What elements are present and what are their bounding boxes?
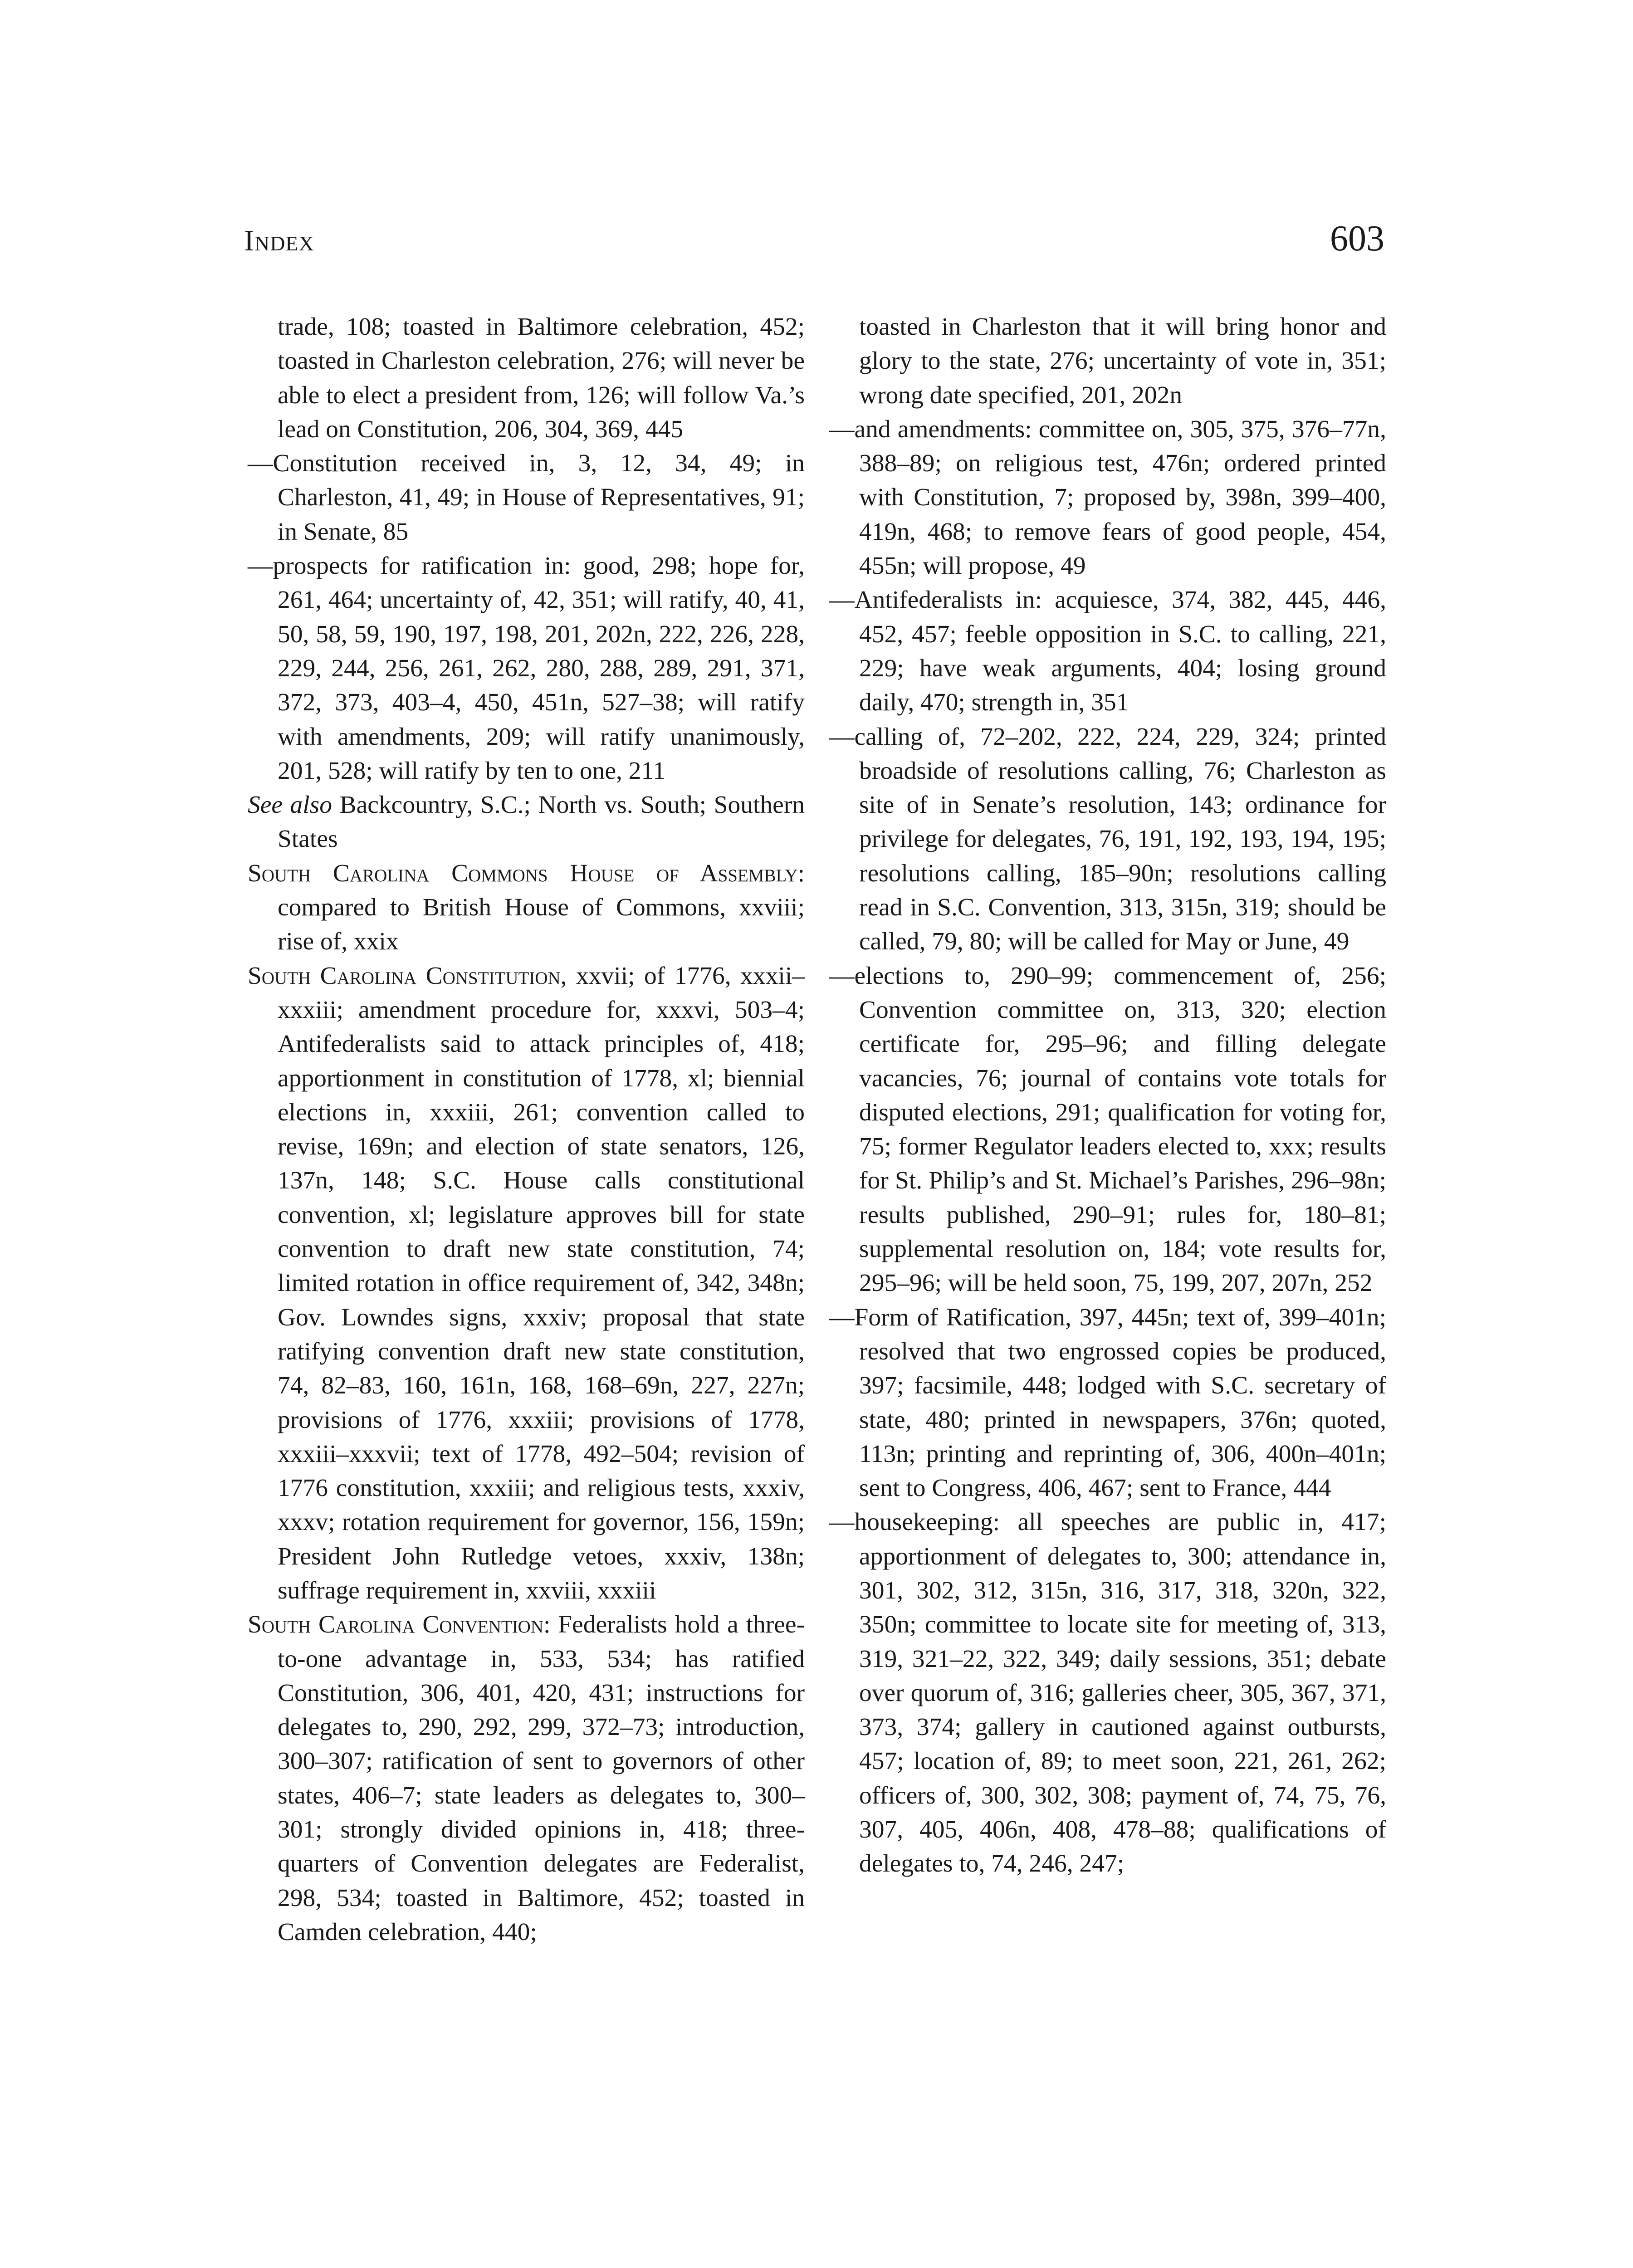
index-subentry: —and amendments: committee on, 305, 375, 376–77n, 388–89; on religious test, 476n; ordered printed with Constitution, 7; proposed by, 398n, 399–400, 419n, 468; to remove fears of good people, 454, 455n; will propose, 49	[829, 415, 1386, 580]
entry-heading: South Carolina Convention	[248, 1611, 544, 1639]
index-subentry: —Form of Ratification, 397, 445n; text of, 399–401n; resolved that two engrossed copies be produced, 397; facsimile, 448; lodged with S.C. secretary of state, 480; printed in newspapers, 376n; quoted, 113n; printing and reprinting of, 306, 400n–401n; sent to Congress, 406, 467; sent to France, 444	[829, 1303, 1386, 1502]
running-head: Index	[244, 224, 314, 257]
entry-text: , xxvii; of 1776, xxxii–xxxiii; amendment procedure for, xxxvi, 503–4; Antifederalists said to attack principles of, 418; apportionment in constitution of 1778, xl; biennial elections in, xxxiii, 261; convention called to revise, 169n; and election of state senators, 126, 137n, 148; S.C. House calls constitutional convention, xl; legislature approves bill for state convention to draft new state constitution, 74; limited rotation in office requirement of, 342, 348n; Gov. Lowndes signs, xxxiv; proposal that state ratifying convention draft new state constitution, 74, 82–83, 160, 161n, 168, 168–69n, 227, 227n; provisions of 1776, xxxiii; provisions of 1778, xxxiii–xxxvii; text of 1778, 492–504; revision of 1776 constitution, xxxiii; and religious tests, xxxiv, xxxv; rotation requirement for governor, 156, 159n; President John Rutledge vetoes, xxxiv, 138n; suffrage requirement in, xxviii, xxxiii	[278, 962, 805, 1604]
index-subentry: —Antifederalists in: acquiesce, 374, 382, 445, 446, 452, 457; feeble opposition in S.C. to calling, 221, 229; have weak arguments, 404; losing ground daily, 470; strength in, 351	[829, 586, 1386, 717]
index-column-right	[829, 310, 1386, 1881]
index-see-also	[248, 788, 805, 856]
index-entry	[248, 856, 805, 959]
index-entry-continuation: toasted in Charleston that it will bring honor and glory to the state, 276; uncertainty of vote in, 351; wrong date specified, 201, 202n	[859, 313, 1386, 409]
index-subentry: —calling of, 72–202, 222, 224, 229, 324; printed broadside of resolutions calling, 76; Charleston as site of in Senate’s resolution, 143; ordinance for privilege for delegates, 76, 191, 192, 193, 194, 195; resolutions calling, 185–90n; resolutions calling read in S.C. Convention, 313, 315n, 319; should be called, 79, 80; will be called for May or June, 49	[829, 723, 1386, 956]
see-also-label: See also	[248, 791, 332, 819]
entry-heading: South Carolina Constitution	[248, 962, 561, 990]
index-subentry: —elections to, 290–99; commencement of, 256; Convention committee on, 313, 320; election certificate for, 295–96; and filling delegate vacancies, 76; journal of contains vote totals for disputed elections, 291; qualification for voting for, 75; former Regulator leaders elected to, xxx; results for St. Philip’s and St. Michael’s Parishes, 296–98n; results published, 290–91; rules for, 180–81; supplemental resolution on, 184; vote results for, 295–96; will be held soon, 75, 199, 207, 207n, 252	[829, 962, 1386, 1297]
see-also-text: Backcountry, S.C.; North vs. South; Southern States	[278, 791, 805, 853]
entry-heading: South Carolina Commons House of Assembly	[248, 859, 798, 887]
index-entry	[248, 1608, 805, 1949]
index-subentry: —Constitution received in, 3, 12, 34, 49; in Charleston, 41, 49; in House of Representatives, 91; in Senate, 85	[248, 450, 805, 546]
index-entry-continuation: trade, 108; toasted in Baltimore celebration, 452; toasted in Charleston celebration, 276; will never be able to elect a president from, 126; will follow Va.’s lead on Constitution, 206, 304, 369, 445	[278, 313, 805, 443]
index-column-left	[248, 310, 805, 1949]
index-entry	[248, 959, 805, 1608]
page-number: 603	[1330, 219, 1384, 259]
index-subentry: —prospects for ratification in: good, 298; hope for, 261, 464; uncertainty of, 42, 351; will ratify, 40, 41, 50, 58, 59, 190, 197, 198, 201, 202n, 222, 226, 228, 229, 244, 256, 261, 262, 280, 288, 289, 291, 371, 372, 373, 403–4, 450, 451n, 527–38; will ratify with amendments, 209; will ratify unanimously, 201, 528; will ratify by ten to one, 211	[248, 552, 805, 785]
index-subentry: —housekeeping: all speeches are public in, 417; apportionment of delegates to, 300; attendance in, 301, 302, 312, 315n, 316, 317, 318, 320n, 322, 350n; committee to locate site for meeting of, 313, 319, 321–22, 322, 349; daily sessions, 351; debate over quorum of, 316; galleries cheer, 305, 367, 371, 373, 374; gallery in cautioned against outbursts, 457; location of, 89; to meet soon, 221, 261, 262; officers of, 300, 302, 308; payment of, 74, 75, 76, 307, 405, 406n, 408, 478–88; qualifications of delegates to, 74, 246, 247;	[829, 1508, 1386, 1878]
entry-text: : Federalists hold a three-to-one advantage in, 533, 534; has ratified Constitution, 306, 401, 420, 431; instructions for delegates to, 290, 292, 299, 372–73; introduction, 300–307; ratification of sent to governors of other states, 406–7; state leaders as delegates to, 300–301; strongly divided opinions in, 418; three-quarters of Convention delegates are Federalist, 298, 534; toasted in Baltimore, 452; toasted in Camden celebration, 440;	[278, 1611, 805, 1946]
entry-text: : compared to British House of Commons, xxviii; rise of, xxix	[278, 859, 805, 956]
